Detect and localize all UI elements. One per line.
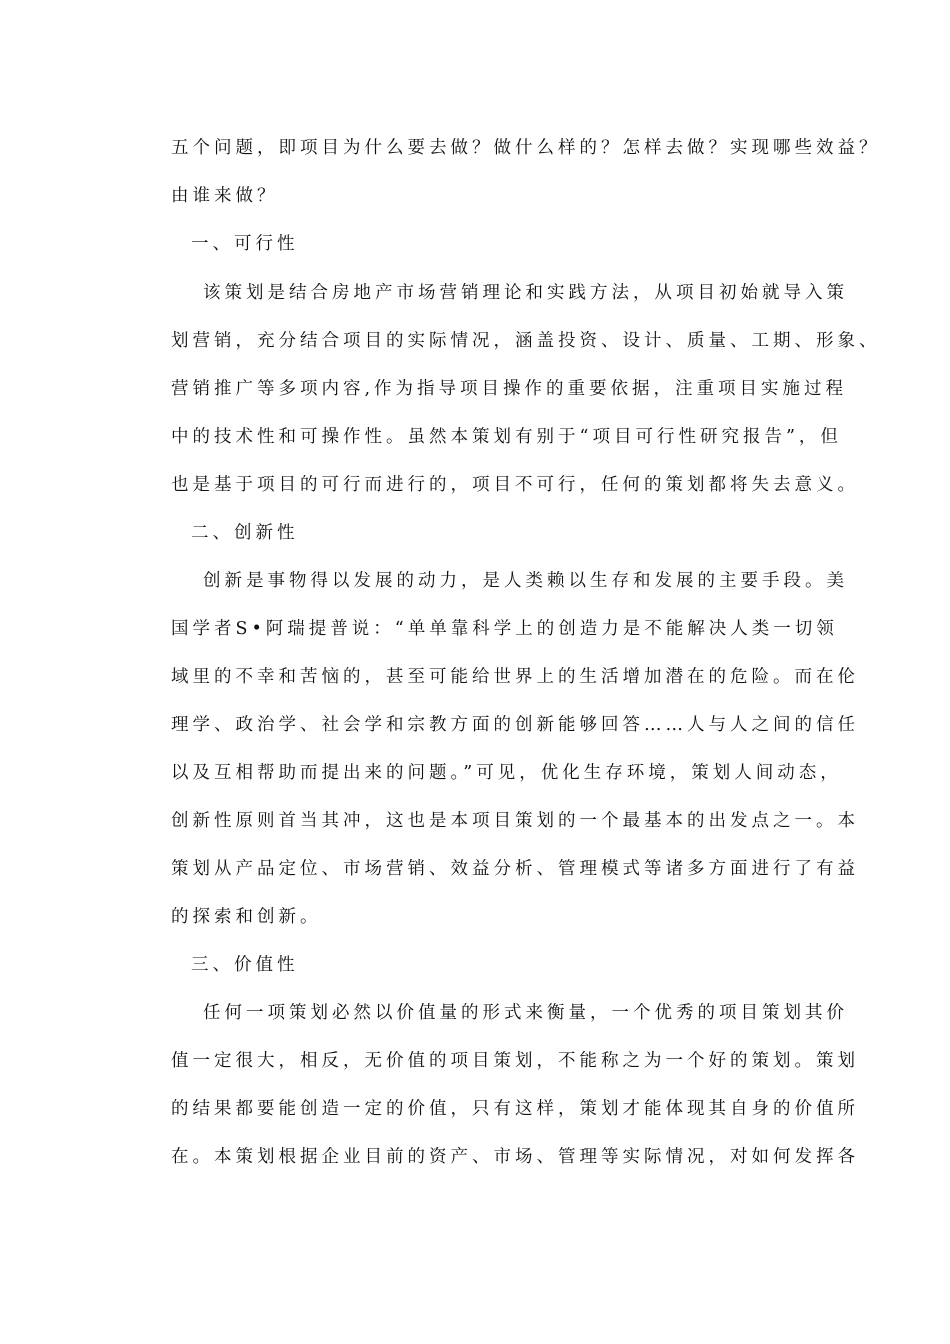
text-line: 创新性原则首当其冲，这也是本项目策划的一个最基本的出发点之一。本 bbox=[171, 811, 859, 831]
text-line: 中的技术性和可操作性。虽然本策划有别于“项目可行性研究报告”，但 bbox=[171, 427, 842, 447]
section-heading: 二、创新性 bbox=[191, 523, 299, 543]
section-heading: 三、价值性 bbox=[191, 955, 299, 975]
text-line: 理学、政治学、社会学和宗教方面的创新能够回答……人与人之间的信任 bbox=[171, 715, 859, 735]
text-line: 该策划是结合房地产市场营销理论和实践方法，从项目初始就导入策 bbox=[203, 283, 848, 303]
text-line: 营销推广等多项内容,作为指导项目操作的重要依据，注重项目实施过程 bbox=[171, 379, 848, 399]
text-line: 创新是事物得以发展的动力，是人类赖以生存和发展的主要手段。美 bbox=[203, 571, 848, 591]
text-line: 值一定很大，相反，无价值的项目策划，不能称之为一个好的策划。策划 bbox=[171, 1051, 859, 1071]
section-heading: 一、可行性 bbox=[191, 234, 299, 254]
text-line: 域里的不幸和苦恼的，甚至可能给世界上的生活增加潜在的危险。而在伦 bbox=[171, 667, 859, 687]
text-line: 由谁来做？ bbox=[171, 186, 279, 206]
text-line: 在。本策划根据企业目前的资产、市场、管理等实际情况，对如何发挥各 bbox=[171, 1147, 859, 1167]
text-line: 国学者S•阿瑞提普说：“单单靠科学上的创造力是不能解决人类一切领 bbox=[171, 619, 838, 639]
text-line: 的探索和创新。 bbox=[171, 907, 322, 927]
text-line: 以及互相帮助而提出来的问题。”可见，优化生存环境，策划人间动态， bbox=[171, 763, 842, 783]
text-line: 策划从产品定位、市场营销、效益分析、管理模式等诸多方面进行了有益 bbox=[171, 859, 859, 879]
text-line: 也是基于项目的可行而进行的，项目不可行，任何的策划都将失去意义。 bbox=[171, 475, 859, 495]
text-line: 任何一项策划必然以价值量的形式来衡量，一个优秀的项目策划其价 bbox=[203, 1003, 848, 1023]
text-line: 五个问题，即项目为什么要去做？做什么样的？怎样去做？实现哪些效益？ bbox=[171, 138, 881, 158]
text-line: 的结果都要能创造一定的价值，只有这样，策划才能体现其自身的价值所 bbox=[171, 1099, 859, 1119]
text-line: 划营销，充分结合项目的实际情况，涵盖投资、设计、质量、工期、形象、 bbox=[171, 331, 881, 351]
